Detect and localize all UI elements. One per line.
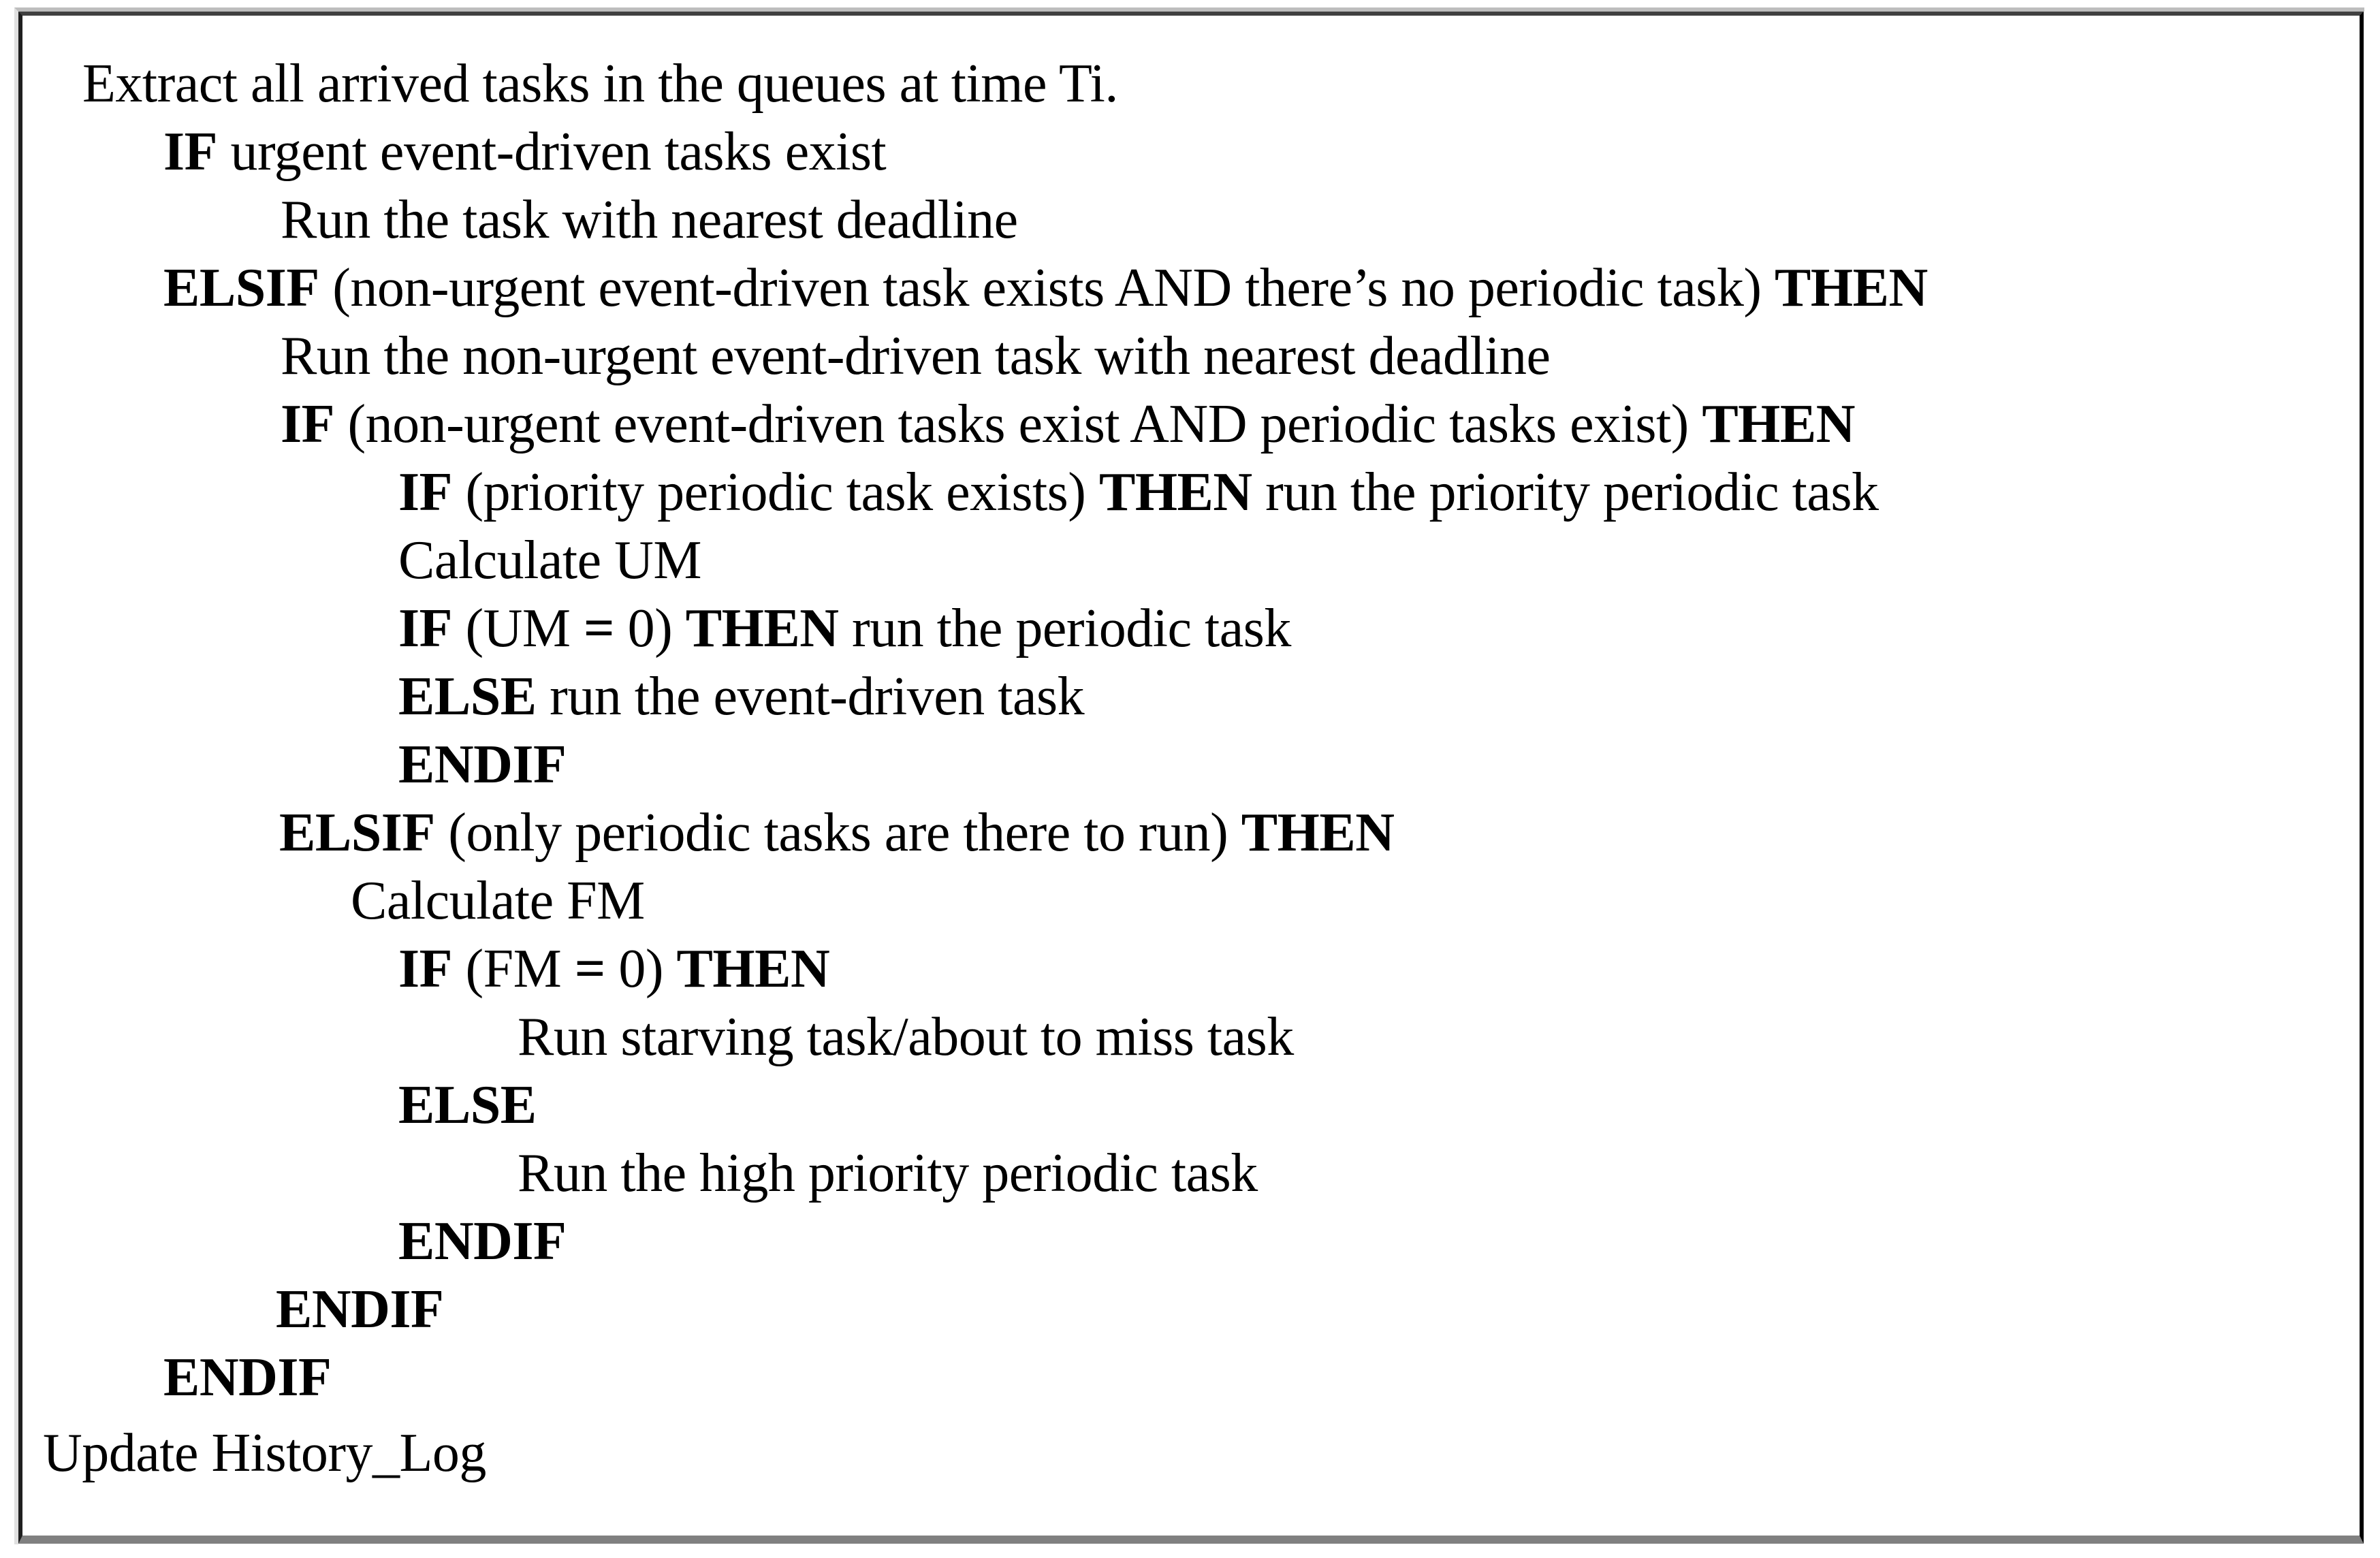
statement-text: (non-urgent event-driven tasks exist AND periodic tasks exist) [334, 394, 1702, 454]
keyword: ELSIF [279, 803, 435, 863]
pseudocode-line [163, 258, 1928, 318]
pseudocode-line [398, 601, 1291, 656]
pseudocode-line [398, 530, 701, 590]
pseudocode-line [279, 803, 1395, 863]
pseudocode-line [276, 1279, 444, 1339]
pseudocode-line [398, 735, 567, 795]
statement-text: Extract all arrived tasks in the queues at time Ti. [82, 54, 1118, 114]
pseudocode-line [398, 462, 1879, 522]
statement-text: 0) [614, 599, 686, 658]
pseudocode-line [163, 122, 887, 182]
keyword: ENDIF [398, 735, 567, 795]
statement-text: (FM [452, 939, 575, 999]
pseudocode-line [398, 1211, 567, 1271]
pseudocode-line [82, 54, 1118, 114]
pseudocode-line [398, 939, 830, 999]
statement-text: run the priority periodic task [1252, 462, 1879, 522]
keyword: IF [281, 394, 334, 454]
statement-text: run the event-driven task [536, 667, 1085, 727]
keyword: ELSE [398, 667, 537, 727]
statement-text: (non-urgent event-driven task exists AND there’s no periodic task) [319, 258, 1775, 318]
pseudocode-line [398, 1075, 537, 1135]
keyword: IF [398, 939, 452, 999]
statement-text: 0) [605, 939, 677, 999]
keyword: ENDIF [276, 1279, 444, 1339]
pseudocode-line [281, 326, 1551, 386]
statement-text: Calculate UM [398, 530, 701, 590]
statement-text: (priority periodic task exists) [452, 462, 1099, 522]
keyword: ENDIF [398, 1211, 567, 1271]
keyword: THEN [685, 599, 839, 658]
statement-text: Run the high priority periodic task [518, 1143, 1258, 1203]
statement-text: Run starving task/about to miss task [518, 1007, 1294, 1067]
keyword: IF [163, 122, 217, 182]
pseudocode-line [518, 1007, 1294, 1067]
keyword: = [574, 939, 605, 999]
keyword: ENDIF [163, 1348, 332, 1408]
pseudocode-line [163, 1348, 332, 1408]
keyword: THEN [1241, 803, 1395, 863]
keyword: THEN [1702, 394, 1856, 454]
keyword: ELSE [398, 1075, 537, 1135]
statement-text: run the periodic task [838, 599, 1291, 658]
statement-text: Run the non-urgent event-driven task with nearest deadline [281, 326, 1551, 386]
pseudocode-line [281, 190, 1018, 250]
keyword: THEN [1775, 258, 1928, 318]
keyword: IF [398, 599, 452, 658]
statement-text: (only periodic tasks are there to run) [434, 803, 1241, 863]
keyword: THEN [1098, 462, 1252, 522]
keyword: THEN [676, 939, 830, 999]
statement-text: urgent event-driven tasks exist [217, 122, 887, 182]
statement-text: Update History_Log [43, 1423, 486, 1483]
pseudocode-line [518, 1143, 1258, 1203]
pseudocode-line [398, 667, 1085, 727]
statement-text: Run the task with nearest deadline [281, 190, 1018, 250]
pseudocode-line [43, 1423, 486, 1483]
statement-text: Calculate FM [351, 871, 645, 931]
pseudocode-line [351, 871, 645, 931]
keyword: = [584, 599, 615, 658]
keyword: IF [398, 462, 452, 522]
statement-text: (UM [452, 599, 584, 658]
pseudocode-line [281, 394, 1856, 454]
keyword: ELSIF [163, 258, 319, 318]
